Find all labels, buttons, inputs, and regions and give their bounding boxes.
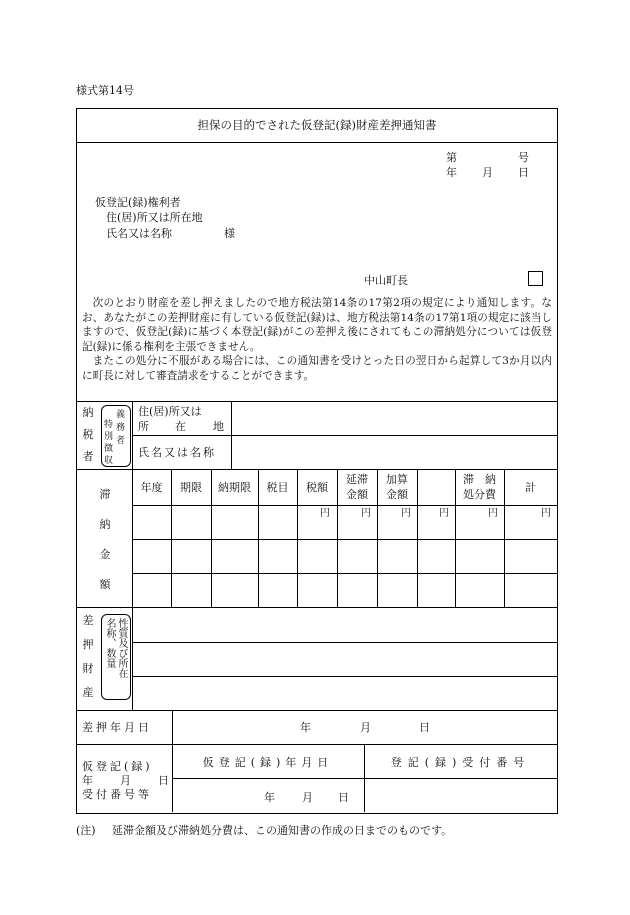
header-zeimoku: 税目: [266, 481, 289, 494]
taxpayer-label-2: 税: [82, 428, 94, 441]
taxpayer-label-1: 納: [82, 406, 94, 419]
yen-kei: 円: [541, 508, 551, 519]
issuer-name: 中山町長: [364, 274, 408, 287]
taxpayer-row-divider: [132, 435, 557, 436]
header-entai-2: 金額: [346, 488, 368, 501]
document-title: 担保の目的でされた仮登記(録)財産差押通知書: [197, 118, 437, 132]
seizure-date-tsuki: 月: [360, 721, 371, 734]
taxpayer-address-label-2c: 地: [213, 420, 224, 433]
taxpayer-top-line: [77, 401, 557, 402]
seized-row-line-2: [132, 676, 557, 677]
bracket-char-betsu: 別: [104, 432, 114, 442]
arrears-label-3: 金: [99, 548, 111, 561]
arrears-header-line: [132, 505, 557, 506]
note-label: (注): [76, 824, 96, 837]
provisional-divider: [364, 744, 365, 812]
header-kasan-1: 加算: [386, 473, 408, 486]
address-label: 住(居)所又は所在地: [106, 211, 203, 224]
notice-body: [82, 296, 552, 383]
header-kei: 計: [525, 481, 536, 494]
registration-number-header: 登記(録)受付番号: [390, 756, 531, 769]
header-nendo: 年度: [140, 481, 163, 494]
name-label: 氏名又は名称: [106, 227, 172, 240]
bracket-char-shu: 収: [104, 456, 114, 466]
date-nen: 年: [446, 166, 457, 179]
header-nokigen: 納期限: [218, 481, 251, 494]
taxpayer-label-3: 者: [82, 450, 94, 463]
header-zeigaku: 税額: [306, 481, 328, 494]
date-tsuki: 月: [482, 166, 493, 179]
provisional-label-1: 仮登記(録): [82, 760, 153, 773]
bracket-char-sha: 者: [116, 436, 126, 446]
header-kigen: 期限: [180, 481, 202, 494]
honorific: 様: [224, 227, 235, 240]
arrears-top-line: [77, 469, 557, 470]
provisional-label-hi: 日: [158, 774, 169, 787]
bracket-char-toku: 特: [104, 420, 114, 430]
bracket-char-cho: 徴: [104, 444, 114, 454]
header-shobun-2: 処分費: [463, 488, 496, 501]
provisional-label-3: 受付番号等: [82, 788, 152, 801]
taxpayer-address-label-2b: 在: [175, 420, 186, 433]
yen-kasan: 円: [401, 508, 411, 519]
header-kasan-2: 金額: [386, 488, 408, 501]
seized-bracket-text: 性質及び所在 名称、数量: [104, 618, 127, 678]
yen-shobun: 円: [488, 508, 498, 519]
note-text: 延滞金額及び滞納処分費は、この通知書の作成の日までのものです。: [112, 824, 453, 837]
provisional-nen: 年: [264, 791, 275, 804]
form-number: 様式第14号: [76, 84, 134, 97]
seized-label-3: 財: [82, 662, 94, 675]
provisional-tsuki: 月: [302, 791, 313, 804]
arrears-label-4: 額: [99, 578, 111, 591]
seized-label-2: 押: [82, 638, 94, 651]
provisional-label-nen: 年: [82, 774, 93, 787]
arrears-label-2: 納: [99, 518, 111, 531]
notice-paragraph-1: 次のとおり財産を差し押えましたので地方税法第14条の17第2項の規定により通知します。なお、あなたがこの差押財産に有している仮登記(録)は、地方税法第14条の17第1項の規定に該当しますので、仮登記(録)に基づく本登記(録)がこの差押え後にされてもこの滞納処分については仮登記(録)に係る権利を主張できません。: [82, 297, 552, 353]
seal-box: [528, 271, 543, 286]
taxpayer-address-label-1: 住(居)所又は: [138, 405, 202, 418]
doc-no-dai: 第: [446, 151, 457, 164]
date-hi: 日: [518, 166, 529, 179]
header-shobun-1: 滞 納: [463, 473, 496, 486]
doc-no-go: 号: [518, 151, 529, 164]
yen-blank: 円: [439, 508, 449, 519]
seized-label-4: 産: [82, 686, 94, 699]
seized-left-divider: [132, 607, 133, 710]
header-entai-1: 延滞: [346, 473, 368, 486]
seizure-date-top-line: [77, 710, 557, 711]
seizure-date-label: 差押年月日: [82, 721, 152, 734]
seized-label-1: 差: [82, 614, 94, 627]
provisional-date-header: 仮登記(録)年月日: [202, 756, 334, 769]
bracket-char-gi: 義: [116, 410, 126, 420]
seizure-date-nen: 年: [300, 721, 311, 734]
rights-holder-label: 仮登記(録)権利者: [95, 196, 181, 209]
taxpayer-name-label: 氏名又は名称: [138, 446, 216, 459]
provisional-hi: 日: [338, 791, 349, 804]
seizure-date-hi: 日: [419, 721, 430, 734]
title-divider: [77, 142, 557, 143]
provisional-label-tsuki: 月: [120, 774, 131, 787]
seized-row-line-1: [132, 642, 557, 643]
yen-entai: 円: [361, 508, 371, 519]
seized-top-line: [77, 607, 557, 608]
arrears-row-line-2: [132, 573, 557, 574]
yen-zeigaku: 円: [320, 508, 330, 519]
taxpayer-address-label-2a: 所: [138, 420, 149, 433]
arrears-row-line-1: [132, 539, 557, 540]
provisional-top-line: [77, 744, 557, 745]
col-div-7: [417, 469, 418, 607]
arrears-label-1: 滞: [99, 488, 111, 501]
bracket-char-mu: 務: [116, 423, 126, 433]
notice-paragraph-2: またこの処分に不服がある場合には、この通知書を受けとった日の翌日から起算して3か月以内に町長に対して審査請求をすることができます。: [82, 355, 552, 382]
